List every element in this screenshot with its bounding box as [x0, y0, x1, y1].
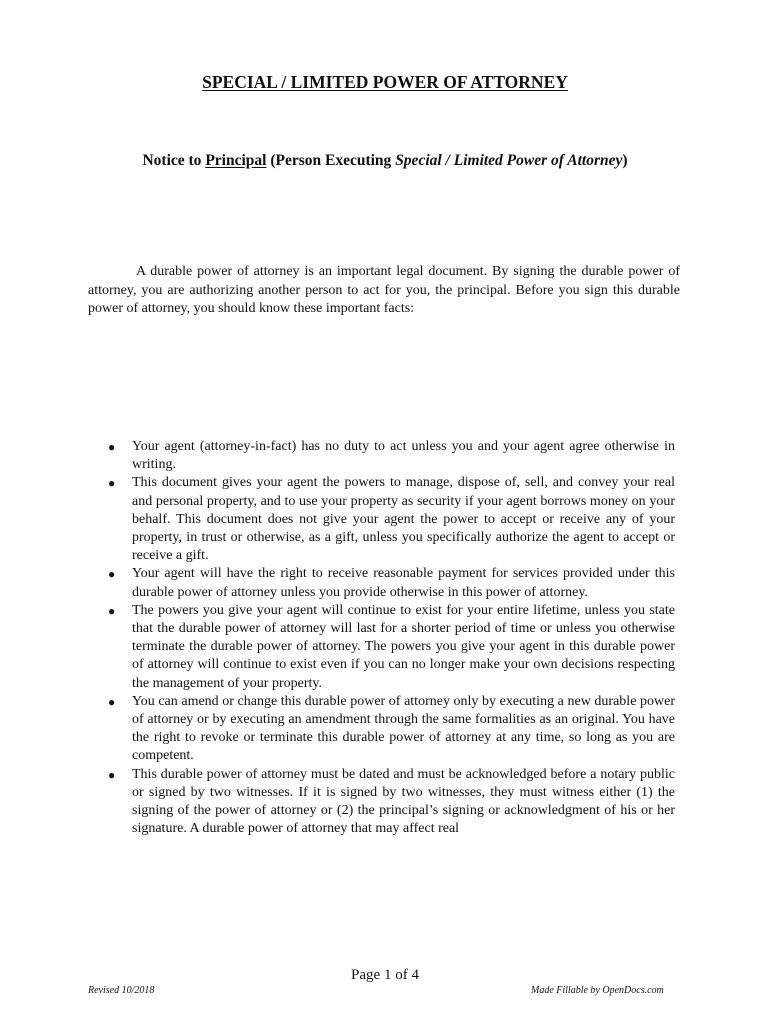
intro-paragraph: A durable power of attorney is an important legal document. By signing the durable power of attorney, you are authorizing another person to act for you, the principal. Before you sign this durable power of attorney, you should know these important facts: — [88, 264, 680, 316]
title-text: SPECIAL / LIMITED POWER OF ATTORNEY — [202, 72, 568, 92]
list-item — [108, 766, 675, 839]
notice-middle: (Person Executing — [266, 152, 396, 169]
fact-text: You can amend or change this durable power of attorney only by executing a new durable power of attorney or by executing an amendment through the same formalities as an original. You have the right to revoke or terminate this durable power of attorney at any time, so long as you are competent. — [132, 693, 675, 764]
bullet-icon: ● — [108, 767, 116, 782]
fact-text: This document gives your agent the powers to manage, dispose of, sell, and convey your real and personal property, and to use your property as security if your agent borrows money on your behalf. This document does not give your agent the power to accept or receive any of your property, in trust or otherwise, as a gift, unless you specifically authorize the agent to accept or receive a gift. — [132, 475, 675, 564]
list-item — [108, 474, 675, 565]
bullet-icon: ● — [108, 476, 116, 491]
fact-text: Your agent will have the right to receive reasonable payment for services provided under this durable power of attorney unless you provide otherwise in this power of attorney. — [132, 566, 675, 600]
notice-prefix: Notice to — [142, 152, 206, 169]
fact-text: Your agent (attorney-in-fact) has no duty to act unless you and your agent agree otherwise in writing. — [132, 439, 675, 473]
list-item — [108, 565, 675, 601]
bullet-icon: ● — [108, 440, 116, 454]
list-item — [108, 602, 675, 693]
notice-principal: Principal — [205, 152, 267, 169]
facts-list — [108, 438, 675, 838]
notice-heading — [0, 152, 770, 170]
bullet-icon: ● — [108, 567, 116, 582]
list-item — [108, 438, 675, 474]
notice-suffix: ) — [622, 152, 628, 169]
notice-italic: Special / Limited Power of Attorney — [395, 152, 623, 169]
bullet-icon: ● — [108, 694, 116, 709]
page-number: Page 1 of 4 — [351, 967, 419, 983]
revised-date: Revised 10/2018 — [88, 985, 155, 996]
fact-text: This durable power of attorney must be dated and must be acknowledged before a notary public or signed by two witnesses. If it is signed by two witnesses, they must witness either (1) the signing of the power of attorney or (2) the principal’s signing or acknowledgment of his or her signature. A durable power of attorney that may affect real — [132, 766, 675, 837]
document-title — [0, 72, 770, 93]
fact-text: The powers you give your agent will continue to exist for your entire lifetime, unless you state that the durable power of attorney will last for a shorter period of time or unless you otherwise terminate the durable power of attorney. The powers you give your agent in this durable power of attorney will continue to exist even if you can no longer make your own decisions respecting the management of your property. — [132, 602, 675, 691]
list-item — [108, 693, 675, 766]
made-fillable-credit: Made Fillable by OpenDocs.com — [531, 985, 664, 996]
bullet-icon: ● — [108, 603, 116, 618]
